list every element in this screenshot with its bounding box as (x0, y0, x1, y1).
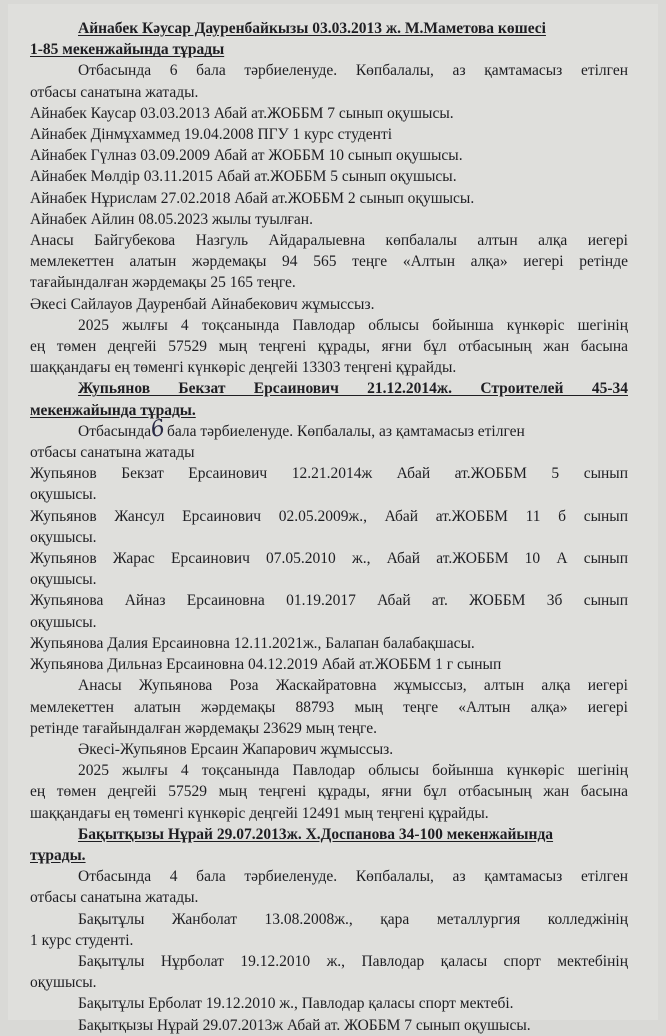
child-entry: Жупьянов Бекзат Ерсаинович 12.21.2014ж Абай ат.ЖОББМ 5 сынып (30, 465, 628, 483)
child-entry: оқушысы. (30, 974, 97, 992)
mother-info: мемлекеттен алатын жәрдемақы 94 565 теңге «Алтын алқа» иегері ретінде (30, 253, 628, 271)
child-entry: оқушысы. (30, 486, 97, 504)
child-entry: Айнабек Каусар 03.03.2013 Абай ат.ЖОББМ 7 сынып оқушысы. (30, 104, 454, 122)
income-info: 2025 жылғы 4 тоқсанында Павлодар облысы бойынша күнкөріс шегінің (78, 762, 628, 780)
child-entry: Айнабек Дінмұхаммед 19.04.2008 ПГУ 1 курс студенті (30, 126, 393, 144)
child-entry: 1 курс студенті. (30, 931, 134, 949)
family-3-intro: отбасы санатына жатады. (30, 889, 199, 907)
child-entry: оқушысы. (30, 613, 97, 631)
child-entry: Жупьянова Айназ Ерсаиновна 01.19.2017 Абай ат. ЖОББМ 3б сынып (30, 592, 628, 610)
child-entry: Бақытұлы Жанболат 13.08.2008ж., қара металлургия колледжінің (78, 910, 628, 928)
family-3-heading: Бақытқызы Нұрай 29.07.2013ж. Х.Доспанова 34-100 мекенжайында (78, 825, 554, 843)
income-info: 2025 жылғы 4 тоқсанында Павлодар облысы бойынша күнкөріс шегінің (78, 316, 628, 334)
child-entry: Жупьянов Жансул Ерсаинович 02.05.2009ж., Абай ат.ЖОББМ 11 б сынып (30, 507, 628, 525)
mother-info: тағайындалған жәрдемақы 25 165 теңге. (30, 274, 296, 292)
mother-info: Анасы Жупьянова Роза Жаскайратовна жұмыссыз, алтын алқа иегері (78, 677, 628, 695)
family-2-heading: Жупьянов Бекзат Ерсаинович 21.12.2014ж. Строителей 45-34 (78, 380, 628, 398)
family-3-section (30, 824, 628, 1036)
income-info: шаққандағы ең төменгі күнкөріс деңгейі 12491 мың теңгені құрайды. (30, 804, 489, 822)
family-1-intro: Отбасында 6 бала тәрбиеленуде. Көпбалалы, аз қамтамасыз етілген (78, 62, 628, 80)
handwritten-number: 6 (148, 415, 168, 443)
income-info: ең төмен деңгейі 57529 мың теңгені құрады, яғни бұл отбасының жан басына (30, 783, 628, 801)
income-info: шаққандағы ең төменгі күнкөріс деңгейі 13303 теңгені құрайды. (30, 359, 457, 377)
mother-info: мемлекеттен алатын жәрдемақы 88793 мың теңге «Алтын алқа» иегері (30, 698, 628, 716)
family-1-section (30, 18, 628, 378)
child-entry: Айнабек Гүлназ 03.09.2009 Абай ат ЖОББМ 10 сынып оқушысы. (30, 147, 463, 165)
child-entry: Жупьянов Жарас Ерсаинович 07.05.2010 ж., Абай ат.ЖОББМ 10 А сынып (30, 550, 628, 568)
child-entry: Бақытұлы Ерболат 19.12.2010 ж., Павлодар қаласы спорт мектебі. (78, 995, 514, 1013)
income-info: ең төмен деңгейі 57529 мың теңгені құрады, яғни бұл отбасының жан басына (30, 338, 628, 356)
child-entry: Бақытұлы Нұрболат 19.12.2010 ж., Павлодар қаласы спорт мектебінің (78, 952, 628, 970)
child-entry: оқушысы. (30, 528, 97, 546)
family-1-intro: отбасы санатына жатады. (30, 83, 199, 101)
child-entry: Жупьянова Далия Ерсаиновна 12.11.2021ж., Балапан балабақшасы. (30, 634, 475, 652)
child-entry: Айнабек Мөлдір 03.11.2015 Абай ат.ЖОББМ 5 сынып оқушысы. (30, 168, 457, 186)
intro-text: Отбасында (78, 422, 152, 440)
father-info: Әкесі-Жупьянов Ерсаин Жапарович жұмыссыз. (78, 740, 394, 758)
family-3-intro: Отбасында 4 бала тәрбиеленуде. Көпбалалы, аз қамтамасыз етілген (78, 868, 628, 886)
family-2-heading: мекенжайында тұрады. (30, 401, 196, 419)
family-2-intro: отбасы санатына жатады (30, 444, 195, 462)
family-1-heading: 1-85 мекенжайында тұрады (30, 41, 225, 59)
mother-info: Анасы Байгубекова Назгуль Айдаралыевна көпбалалы алтын алқа иегері (30, 232, 628, 250)
father-info: Әкесі Сайлауов Дауренбай Айнабекович жұмыссыз. (30, 295, 375, 313)
child-entry: Айнабек Айлин 08.05.2023 жылы туылған. (30, 210, 313, 228)
child-entry: Айнабек Нұрислам 27.02.2018 Абай ат.ЖОББМ 2 сынып оқушысы. (30, 189, 475, 207)
family-2-intro (30, 415, 628, 443)
mother-info: ретінде тағайындалған жәрдемақы 23629 мың теңге. (30, 719, 377, 737)
family-3-heading: тұрады. (30, 846, 86, 864)
child-entry: Жупьянова Дильназ Ерсаиновна 04.12.2019 Абай ат.ЖОББМ 1 г сынып (30, 656, 502, 674)
document-page (8, 4, 658, 1034)
family-1-heading: Айнабек Кәусар Дауренбайкызы 03.03.2013 ж. М.Маметова көшесі (78, 20, 546, 37)
child-entry: Бақытқызы Нұрай 29.07.2013ж Абай ат. ЖОББМ 7 сынып оқушысы. (78, 1016, 531, 1034)
child-entry: оқушысы. (30, 571, 97, 589)
intro-text: бала тәрбиеленуде. Көпбалалы, аз қамтамасыз етілген (166, 422, 525, 440)
family-2-section (30, 378, 628, 823)
